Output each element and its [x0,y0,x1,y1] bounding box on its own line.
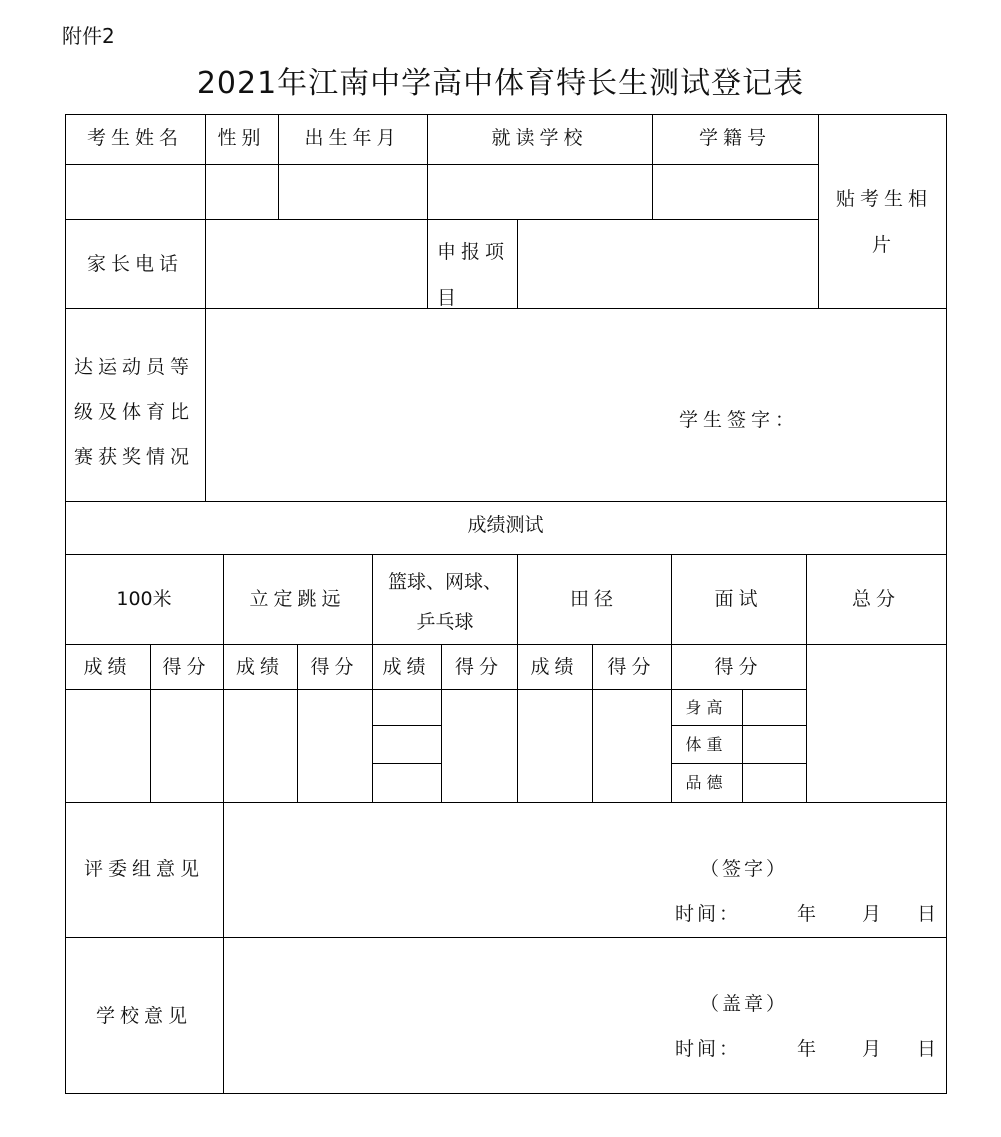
birth-label: 出生年月 [304,127,401,149]
grid-line [65,114,947,115]
grid-line [223,802,224,1094]
event-standing-jump: 立定跳远 [249,588,346,610]
grid-line [65,554,947,555]
judges-day-label: 日 [917,903,937,925]
col-result: 成绩 [382,656,431,678]
col-score: 得分 [714,656,763,678]
judges-sign-label: （签字） [700,858,789,880]
judges-time-label: 时间： [675,903,742,925]
grid-line [65,1093,947,1094]
achievements-label: 达运动员等级及体育比赛获奖情况 [74,356,195,468]
student-id-label: 学籍号 [698,127,771,149]
grid-line [818,114,819,309]
school-year-label: 年 [797,1038,817,1060]
interview-morality: 品德 [685,773,728,792]
gender-label: 性别 [217,127,266,149]
col-score: 得分 [162,656,211,678]
judges-year-label: 年 [797,903,817,925]
page-title: 2021年江南中学高中体育特长生测试登记表 [196,66,805,101]
event-ball-games: 篮球、网球、乒乓球 [387,571,502,633]
apply-item-label: 申报项目 [437,241,510,309]
grid-line [946,114,947,1094]
grid-line [742,689,743,803]
event-100m: 100米 [116,588,172,610]
col-score: 得分 [607,656,656,678]
grid-line [671,763,807,764]
event-total: 总分 [851,588,900,610]
event-track: 田径 [569,588,618,610]
col-score: 得分 [454,656,503,678]
school-time-label: 时间： [675,1038,742,1060]
judges-month-label: 月 [862,903,882,925]
grid-line [65,937,947,938]
grid-line [205,114,206,502]
grid-line [65,689,807,690]
school-label: 就读学校 [491,127,588,149]
school-opinion-label: 学校意见 [95,1005,192,1027]
grid-line [65,501,947,502]
interview-weight: 体重 [685,735,728,754]
interview-height: 身高 [685,698,728,717]
col-result: 成绩 [83,656,132,678]
grid-line [372,763,442,764]
test-section-title: 成绩测试 [467,514,544,536]
grid-line [517,219,518,309]
judges-opinion-label: 评委组意见 [83,858,204,880]
grid-line [65,802,947,803]
col-result: 成绩 [530,656,579,678]
grid-line [65,164,819,165]
grid-line [671,725,807,726]
student-sign-label: 学生签字： [679,409,800,431]
grid-line [372,725,442,726]
name-label: 考生姓名 [86,127,183,149]
col-result: 成绩 [235,656,284,678]
col-score: 得分 [310,656,359,678]
grid-line [65,219,819,220]
grid-line [65,644,947,645]
photo-label: 贴考生相片 [835,188,932,256]
attachment-label: 附件2 [62,24,115,48]
parent-phone-label: 家长电话 [86,253,183,275]
school-day-label: 日 [917,1038,937,1060]
event-interview: 面试 [714,588,763,610]
school-month-label: 月 [862,1038,882,1060]
school-seal-label: （盖章） [700,993,789,1015]
